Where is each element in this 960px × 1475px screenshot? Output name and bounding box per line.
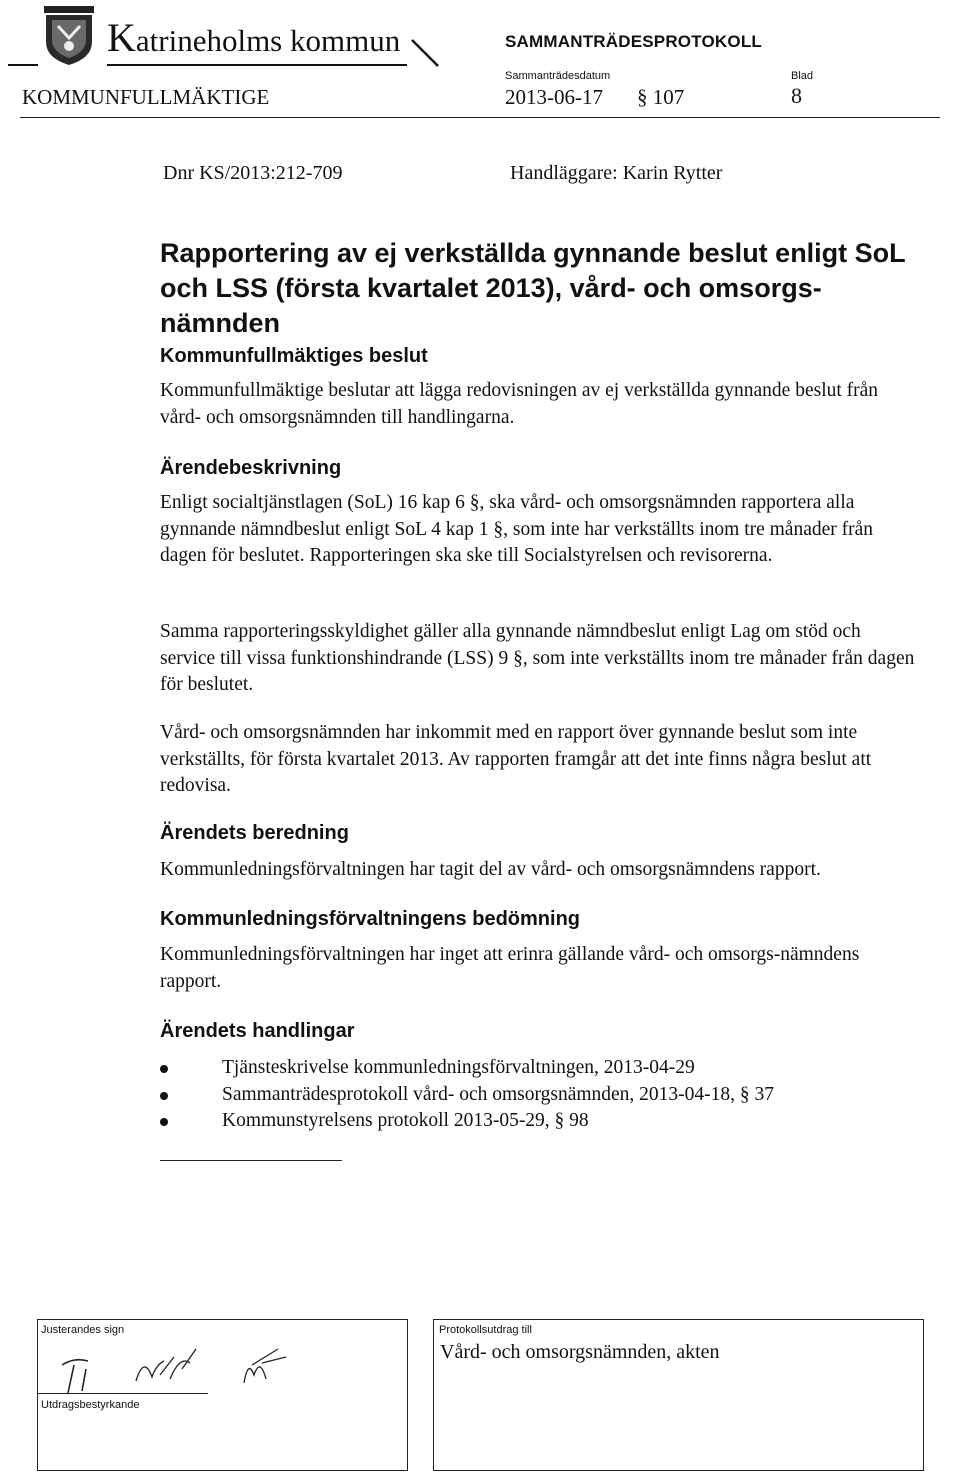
description-paragraph: Enligt socialtjänstlagen (SoL) 16 kap 6 §, ska vård- och omsorgsnämnden rapportera alla gynnande nämndbeslut enligt SoL 4 kap 1 §, som inte har verkställts inom tre månader från dagen för beslutet. Rapporteringen ska ske till Socialstyrelsen och revisorerna. [160,492,874,566]
municipal-crest-logo [40,6,98,66]
page-number: 8 [791,83,802,108]
signature-label: Justerandes sign [41,1324,125,1336]
header-underline [107,64,407,66]
section-heading-documents: Ärendets handlingar [160,1020,355,1042]
bullet-icon [160,1118,168,1126]
documents-list [160,1055,920,1135]
end-rule [160,1160,342,1161]
case-number: Dnr KS/2013:212-709 [163,162,343,184]
list-item: Tjänsteskrivelse kommunledningsförvaltningen, 2013-04-29 [160,1055,920,1082]
certification-label: Utdragsbestyrkande [41,1399,140,1411]
extract-recipient: Vård- och omsorgsnämnden, akten [440,1341,720,1363]
meeting-date: 2013-06-17 [505,85,603,109]
page-label: Blad [791,70,814,82]
case-officer: Handläggare: Karin Rytter [510,162,723,184]
section-heading-decision: Kommunfullmäktiges beslut [160,345,428,367]
header-slash-mark [410,38,442,68]
section-heading-description: Ärendebeskrivning [160,457,342,479]
preparation-text: Kommunledningsförvaltningen har tagit del av vård- och omsorgsnämndens rapport. [160,859,821,880]
description-paragraph: Vård- och omsorgsnämnden har inkommit med en rapport över gynnande beslut som inte verkställts, för första kvartalet 2013. Av rapporten framgår att det inte finns några beslut att redovisa. [160,722,872,796]
section-heading-preparation: Ärendets beredning [160,822,349,844]
header-rule-left [8,64,38,66]
document-type: SAMMANTRÄDESPROTOKOLL [505,32,762,51]
list-item: Kommunstyrelsens protokoll 2013-05-29, § 98 [160,1108,920,1135]
bullet-icon [160,1065,168,1073]
municipality-name: Katrineholms kommun [107,15,401,60]
meeting-date-label: Sammanträdesdatum [505,70,611,82]
page-title: Rapportering av ej verkställda gynnande beslut enligt SoL och LSS (första kvartalet 2013), vård- och omsorgs-nämnden [160,238,906,338]
paragraph-number: § 107 [637,85,685,109]
header-divider [20,117,940,118]
body-name: KOMMUNFULLMÄKTIGE [22,85,270,109]
section-heading-assessment: Kommunledningsförvaltningens bedömning [160,908,580,930]
bullet-icon [160,1092,168,1100]
decision-text: Kommunfullmäktige beslutar att lägga redovisningen av ej verkställda gynnande beslut från vård- och omsorgsnämnden till handlingarna. [160,380,879,428]
handwritten-signatures [48,1335,308,1395]
extract-label: Protokollsutdrag till [439,1324,532,1336]
description-paragraph: Samma rapporteringsskyldighet gäller alla gynnande nämndbeslut enligt Lag om stöd och service till vissa funktionshindrande (LSS) 9 §, som inte verkställts inom tre månader från dagen för beslutet. [160,621,915,695]
list-item: Sammanträdesprotokoll vård- och omsorgsnämnden, 2013-04-18, § 37 [160,1082,920,1109]
assessment-text: Kommunledningsförvaltningen har inget att erinra gällande vård- och omsorgs-nämndens rapport. [160,944,860,992]
